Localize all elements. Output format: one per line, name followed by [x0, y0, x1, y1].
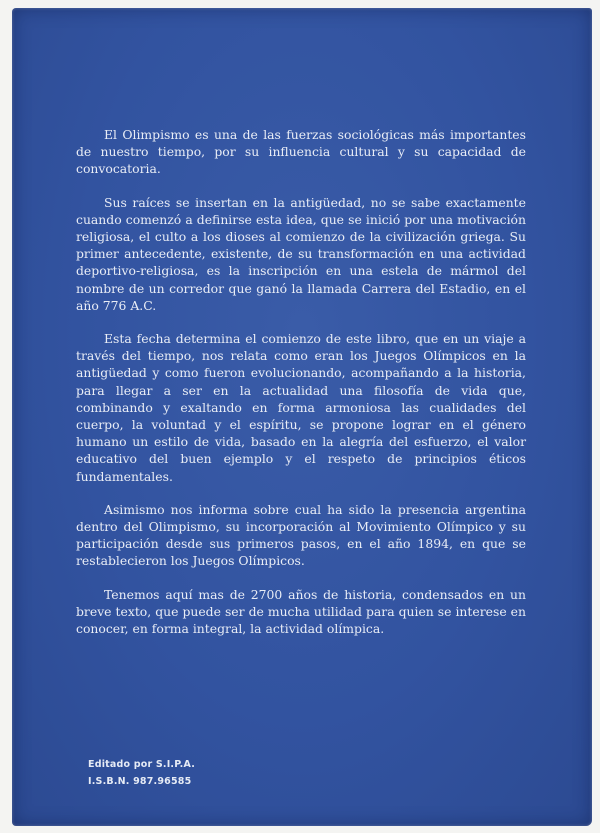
isbn-line: I.S.B.N. 987.96585 [88, 776, 192, 787]
publisher-line: Editado por S.I.P.A. [88, 759, 196, 770]
synopsis-paragraph-1: El Olimpismo es una de las fuerzas sociológicas más importantes de nuestro tiempo, por su influencia cultural y su capacidad de convocatoria. [76, 127, 526, 177]
synopsis-paragraph-4: Asimismo nos informa sobre cual ha sido la presencia argentina dentro del Olimpismo, su incorporación al Movimiento Olímpico y su participación desde sus primeros pasos, en el año 1894, en que se restablecieron los Juegos Olímpicos. [76, 501, 526, 569]
synopsis-paragraph-5: Tenemos aquí mas de 2700 años de historia, condensados en un breve texto, que puede ser de mucha utilidad para quien se interese en conocer, en forma integral, la actividad olímpica. [76, 586, 526, 637]
synopsis-text [76, 126, 526, 653]
book-back-cover [12, 8, 592, 826]
synopsis-paragraph-2: Sus raíces se insertan en la antigüedad, no se sabe exactamente cuando comenzó a definirse esta idea, que se inició por una motivación religiosa, el culto a los dioses al comienzo de la civilización griega. Su primer antecedente, existente, de su transformación en una actividad deportivo-religiosa, es la inscripción en una estela de mármol del nombre de un corredor que ganó la llamada Carrera del Estadio, en el año 776 A.C. [76, 194, 526, 313]
publication-credits [88, 756, 195, 790]
synopsis-paragraph-3: Esta fecha determina el comienzo de este libro, que en un viaje a través del tiempo, nos relata como eran los Juegos Olímpicos en la antigüedad y como fueron evolucionando, acompañando a la historia, para llegar a ser en la actualidad una filosofía de vida que, combinando y exaltando en forma armoniosa las cualidades del cuerpo, la voluntad y el espíritu, se propone lograr en el género humano un estilo de vida, basado en la alegría del esfuerzo, el valor educativo del buen ejemplo y el respeto de principios éticos fundamentales. [76, 331, 526, 484]
